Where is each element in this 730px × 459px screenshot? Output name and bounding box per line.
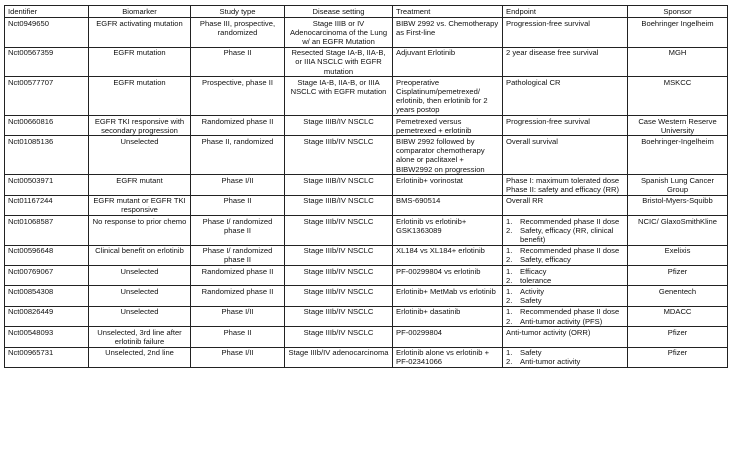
cell-disease-setting: Stage IA-B, IIA-B, or IIIA NSCLC with EGFR mutation: [285, 77, 393, 116]
endpoint-list-item: 1. Safety: [506, 348, 542, 358]
cell-endpoint: [503, 347, 628, 367]
cell-identifier: Nct00567359: [5, 47, 89, 77]
cell-identifier: Nct00660816: [5, 116, 89, 136]
cell-identifier: Nct01068587: [5, 216, 89, 246]
endpoint-item-text: tolerance: [520, 275, 552, 285]
cell-identifier: Nct00854308: [5, 286, 89, 306]
cell-biomarker: Clinical benefit on erlotinib: [89, 245, 191, 265]
cell-identifier: Nct00826449: [5, 306, 89, 326]
cell-sponsor: Boehringer-Ingelheim: [628, 136, 728, 175]
cell-disease-setting: Resected Stage IA-B, IIA-B, or IIIA NSCLC with EGFR mutation: [285, 47, 393, 77]
cell-biomarker: No response to prior chemo: [89, 216, 191, 246]
endpoint-list: [506, 348, 624, 366]
cell-treatment: Preoperative Cisplatinum/pemetrexed/ erlotinib, then erlotinib for 2 years postop: [393, 77, 503, 116]
cell-treatment: BIBW 2992 vs. Chemotherapy as First-line: [393, 18, 503, 48]
cell-disease-setting: Stage IIIb/IV NSCLC: [285, 245, 393, 265]
cell-treatment: BMS-690514: [393, 195, 503, 215]
cell-sponsor: Boehringer Ingelheim: [628, 18, 728, 48]
cell-identifier: Nct0949650: [5, 18, 89, 48]
cell-endpoint: [503, 306, 628, 326]
cell-sponsor: Bristol-Myers-Squibb: [628, 195, 728, 215]
cell-sponsor: Pfizer: [628, 347, 728, 367]
endpoint-list-item: 1. Efficacy: [506, 266, 547, 276]
cell-biomarker: EGFR activating mutation: [89, 18, 191, 48]
endpoint-list-item: 2. Safety: [506, 296, 542, 306]
cell-endpoint: Anti-tumor activity (ORR): [503, 327, 628, 347]
cell-study-type: Phase II: [191, 47, 285, 77]
cell-study-type: Randomized phase II: [191, 116, 285, 136]
cell-treatment: PF-00299804: [393, 327, 503, 347]
cell-disease-setting: Stage IIIb/IV NSCLC: [285, 136, 393, 175]
cell-biomarker: Unselected, 2nd line: [89, 347, 191, 367]
cell-disease-setting: Stage IIIB/IV NSCLC: [285, 116, 393, 136]
cell-disease-setting: Stage IIIB or IV Adenocarcinoma of the Lung w/ an EGFR Mutation: [285, 18, 393, 48]
endpoint-list: [506, 307, 624, 325]
cell-line: Phase I: maximum tolerated dose: [506, 175, 620, 185]
endpoint-item-text: Safety, efficacy (RR, clinical benefit): [520, 225, 614, 244]
cell-identifier: Nct00503971: [5, 175, 89, 195]
cell-biomarker: EGFR mutant or EGFR TKI responsive: [89, 195, 191, 215]
cell-sponsor: Pfizer: [628, 327, 728, 347]
cell-disease-setting: Stage IIIb/IV adenocarcinoma: [285, 347, 393, 367]
header-disease-setting: Disease setting: [285, 6, 393, 18]
header-biomarker: Biomarker: [89, 6, 191, 18]
cell-study-type: Phase III, prospective, randomized: [191, 18, 285, 48]
cell-endpoint: Progression-free survival: [503, 18, 628, 48]
clinical-trials-table: [4, 5, 728, 368]
endpoint-item-text: Safety, efficacy: [520, 255, 571, 265]
cell-identifier: Nct00577707: [5, 77, 89, 116]
cell-study-type: Phase II: [191, 195, 285, 215]
table-row: [5, 306, 728, 326]
cell-endpoint: [503, 286, 628, 306]
endpoint-item-text: Recommended phase II dose: [520, 246, 620, 256]
cell-identifier: Nct00548093: [5, 327, 89, 347]
cell-treatment: PF-00299804 vs erlotinib: [393, 266, 503, 286]
endpoint-item-text: Activity: [520, 286, 545, 296]
endpoint-list-item: 2. Safety, efficacy: [506, 255, 571, 265]
cell-study-type: Prospective, phase II: [191, 77, 285, 116]
cell-identifier: Nct00769067: [5, 266, 89, 286]
cell-treatment: Pemetrexed versus pemetrexed + erlotinib: [393, 116, 503, 136]
cell-sponsor: Exelixis: [628, 245, 728, 265]
cell-biomarker: EGFR mutation: [89, 47, 191, 77]
table-row: [5, 77, 728, 116]
cell-line: Phase II: safety and efficacy (RR): [506, 184, 619, 194]
cell-sponsor: Case Western Reserve University: [628, 116, 728, 136]
cell-study-type: Phase II: [191, 327, 285, 347]
cell-endpoint: 2 year disease free survival: [503, 47, 628, 77]
cell-identifier: Nct00965731: [5, 347, 89, 367]
cell-biomarker: Unselected, 3rd line after erlotinib failure: [89, 327, 191, 347]
cell-disease-setting: Stage IIIb/IV NSCLC: [285, 327, 393, 347]
table-row: [5, 18, 728, 48]
cell-sponsor: MSKCC: [628, 77, 728, 116]
header-endpoint: Endpoint: [503, 6, 628, 18]
cell-study-type: Phase I/II: [191, 347, 285, 367]
cell-treatment: BIBW 2992 followed by comparator chemotherapy alone or paclitaxel + BIBW2992 on progression: [393, 136, 503, 175]
endpoint-list-item: 2. tolerance: [506, 275, 552, 285]
endpoint-item-text: Efficacy: [520, 266, 547, 276]
table-row: [5, 245, 728, 265]
cell-disease-setting: Stage IIIb/IV NSCLC: [285, 266, 393, 286]
endpoint-list-item: 2. Safety, efficacy (RR, clinical benefit): [506, 226, 624, 244]
endpoint-item-text: Anti-tumor activity (PFS): [520, 316, 603, 326]
cell-disease-setting: Stage IIIB/IV NSCLC: [285, 175, 393, 195]
header-treatment: Treatment: [393, 6, 503, 18]
cell-treatment: Erlotinib+ MetMab vs erlotinib: [393, 286, 503, 306]
table-row: [5, 266, 728, 286]
endpoint-list: [506, 217, 624, 245]
cell-endpoint: Pathological CR: [503, 77, 628, 116]
table-body: [5, 18, 728, 368]
table-row: [5, 175, 728, 195]
endpoint-list-item: 1. Recommended phase II dose: [506, 216, 620, 226]
cell-endpoint: [503, 266, 628, 286]
table-row: [5, 136, 728, 175]
cell-disease-setting: Stage IIIb/IV NSCLC: [285, 216, 393, 246]
cell-identifier: Nct00596648: [5, 245, 89, 265]
cell-identifier: Nct01167244: [5, 195, 89, 215]
cell-treatment: Erlotinib vs erlotinib+ GSK1363089: [393, 216, 503, 246]
cell-endpoint: Progression-free survival: [503, 116, 628, 136]
header-study-type: Study type: [191, 6, 285, 18]
endpoint-item-text: Safety: [520, 296, 542, 306]
cell-study-type: Phase I/II: [191, 175, 285, 195]
cell-sponsor: MGH: [628, 47, 728, 77]
cell-biomarker: EGFR mutant: [89, 175, 191, 195]
cell-study-type: Phase I/ randomized phase II: [191, 245, 285, 265]
endpoint-item-text: Safety: [520, 348, 542, 358]
cell-disease-setting: Stage IIIB/IV NSCLC: [285, 195, 393, 215]
endpoint-item-text: Recommended phase II dose: [520, 307, 620, 317]
cell-biomarker: Unselected: [89, 306, 191, 326]
cell-endpoint: Overall survival: [503, 136, 628, 175]
cell-treatment: Erlotinib+ vorinostat: [393, 175, 503, 195]
table-row: [5, 195, 728, 215]
cell-identifier: Nct01085136: [5, 136, 89, 175]
table-row: [5, 47, 728, 77]
table-header-row: [5, 6, 728, 18]
cell-biomarker: Unselected: [89, 286, 191, 306]
endpoint-item-text: Anti-tumor activity: [520, 357, 581, 367]
header-identifier: Identifier: [5, 6, 89, 18]
endpoint-list: [506, 287, 624, 305]
cell-sponsor: Pfizer: [628, 266, 728, 286]
endpoint-item-text: Recommended phase II dose: [520, 216, 620, 226]
cell-endpoint: [503, 245, 628, 265]
cell-sponsor: MDACC: [628, 306, 728, 326]
cell-study-type: Phase I/ randomized phase II: [191, 216, 285, 246]
cell-sponsor: NCIC/ GlaxoSmithKline: [628, 216, 728, 246]
cell-endpoint: [503, 216, 628, 246]
cell-biomarker: Unselected: [89, 136, 191, 175]
table-row: [5, 116, 728, 136]
endpoint-list-item: 2. Anti-tumor activity (PFS): [506, 316, 603, 326]
cell-treatment: Erlotinib+ dasatinib: [393, 306, 503, 326]
endpoint-list-item: 2. Anti-tumor activity: [506, 357, 581, 367]
cell-endpoint: [503, 175, 628, 195]
endpoint-list-item: 1. Recommended phase II dose: [506, 307, 620, 317]
cell-endpoint: Overall RR: [503, 195, 628, 215]
cell-study-type: Randomized phase II: [191, 266, 285, 286]
cell-treatment: Erlotinib alone vs erlotinib + PF-02341066: [393, 347, 503, 367]
cell-sponsor: Genentech: [628, 286, 728, 306]
cell-disease-setting: Stage IIIb/IV NSCLC: [285, 286, 393, 306]
endpoint-list: [506, 246, 624, 264]
cell-biomarker: EGFR TKI responsive with secondary progression: [89, 116, 191, 136]
cell-biomarker: EGFR mutation: [89, 77, 191, 116]
endpoint-list: [506, 267, 624, 285]
endpoint-list-item: 1. Recommended phase II dose: [506, 246, 620, 256]
cell-study-type: Phase II, randomized: [191, 136, 285, 175]
cell-sponsor: Spanish Lung Cancer Group: [628, 175, 728, 195]
table-row: [5, 216, 728, 246]
cell-treatment: Adjuvant Erlotinib: [393, 47, 503, 77]
endpoint-list-item: 1. Activity: [506, 286, 545, 296]
table-row: [5, 327, 728, 347]
cell-biomarker: Unselected: [89, 266, 191, 286]
cell-study-type: Randomized phase II: [191, 286, 285, 306]
cell-disease-setting: Stage IIIb/IV NSCLC: [285, 306, 393, 326]
header-sponsor: Sponsor: [628, 6, 728, 18]
table-row: [5, 347, 728, 367]
cell-study-type: Phase I/II: [191, 306, 285, 326]
cell-treatment: XL184 vs XL184+ erlotinib: [393, 245, 503, 265]
table-row: [5, 286, 728, 306]
